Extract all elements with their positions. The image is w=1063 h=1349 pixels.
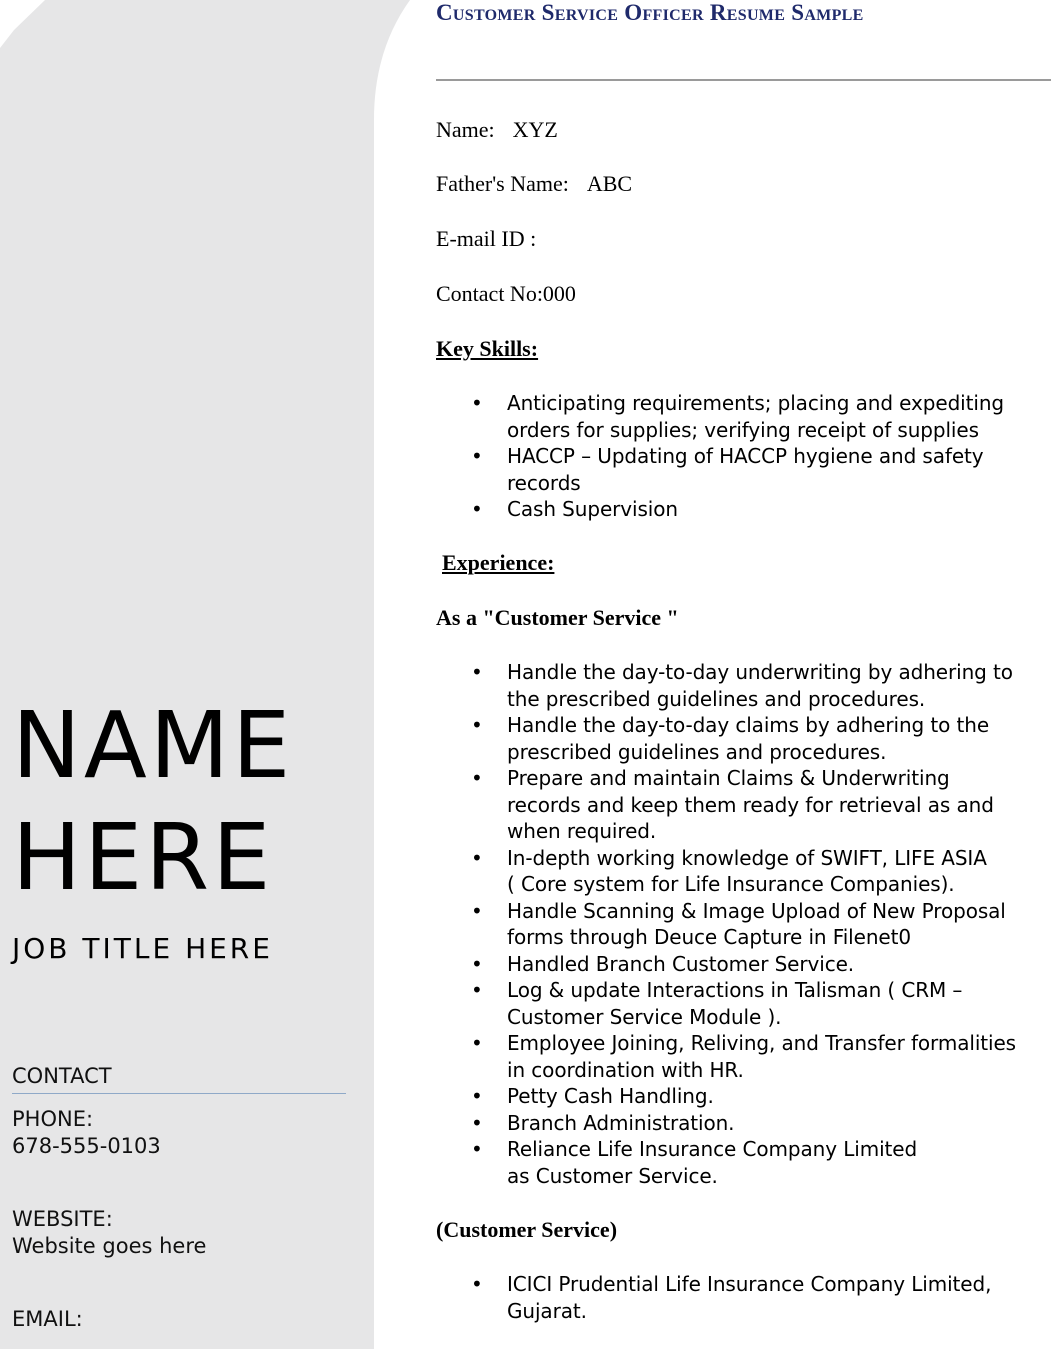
list-item-line: ( Core system for Life Insurance Companies). — [507, 872, 955, 896]
bullet-icon: • — [471, 497, 483, 521]
contact-number-field: Contact No:000 — [436, 281, 576, 306]
father-name-field — [436, 171, 632, 197]
bullet-icon: • — [471, 951, 483, 976]
list-item — [436, 977, 1056, 1030]
contact-divider — [12, 1093, 346, 1094]
phone-value: 678-555-0103 — [12, 1134, 161, 1158]
bullet-icon: • — [471, 660, 483, 684]
name-field — [436, 117, 558, 143]
bullet-icon: • — [471, 1137, 483, 1161]
second-role-heading: (Customer Service) — [436, 1217, 618, 1242]
list-item — [436, 898, 1056, 951]
page-title: Customer Service Officer Resume Sample — [436, 0, 864, 25]
list-item — [436, 1110, 1056, 1137]
list-item-line: as Customer Service. — [507, 1163, 718, 1188]
list-item — [436, 496, 1056, 523]
list-item-line: forms through Deuce Capture in Filenet0 — [507, 925, 911, 949]
list-item-line: Reliance Life Insurance Company Limited — [507, 1137, 918, 1161]
bullet-icon: • — [471, 845, 483, 870]
website-label: WEBSITE: — [12, 1207, 113, 1231]
list-item — [436, 845, 1056, 898]
second-experience-list — [436, 1271, 1056, 1324]
name-value: XYZ — [512, 117, 558, 142]
list-item — [436, 443, 1056, 496]
email-field: E-mail ID : — [436, 226, 537, 251]
list-item — [436, 951, 1056, 978]
list-item — [436, 659, 1056, 712]
list-item — [436, 1083, 1056, 1110]
list-item-line: orders for supplies; verifying receipt of supplies — [507, 417, 979, 442]
bullet-icon: • — [471, 1084, 483, 1108]
experience-list — [436, 659, 1056, 1189]
name-line-1: NAME — [12, 692, 294, 799]
bullet-icon: • — [471, 391, 483, 415]
list-item-line: Branch Administration. — [507, 1110, 735, 1135]
list-item — [436, 390, 1056, 443]
list-item-line: Handle the day-to-day claims by adhering to the — [507, 713, 990, 737]
name-line-2: HERE — [12, 804, 274, 911]
email-label: EMAIL: — [12, 1307, 83, 1331]
contact-heading: CONTACT — [12, 1064, 112, 1088]
list-item — [436, 765, 1056, 845]
list-item-line: Customer Service Module ). — [507, 1004, 782, 1029]
list-item — [436, 1136, 1056, 1189]
bullet-icon: • — [471, 978, 483, 1002]
list-item-line: Anticipating requirements; placing and expediting — [507, 391, 1004, 415]
sidebar — [0, 0, 375, 1349]
list-item — [436, 1271, 1056, 1324]
list-item-line: Employee Joining, Reliving, and Transfer formalities — [507, 1031, 1016, 1055]
father-name-value: ABC — [586, 171, 633, 196]
list-item-line: Petty Cash Handling. — [507, 1084, 714, 1108]
list-item-line: ICICI Prudential Life Insurance Company Limited, — [507, 1272, 992, 1296]
bullet-icon: • — [471, 1031, 483, 1055]
bullet-icon: • — [471, 1110, 483, 1135]
list-item-line: prescribed guidelines and procedures. — [507, 739, 887, 764]
website-value: Website goes here — [12, 1234, 207, 1258]
key-skills-heading: Key Skills: — [436, 336, 539, 361]
list-item-line: the prescribed guidelines and procedures. — [507, 686, 926, 711]
list-item-line: in coordination with HR. — [507, 1057, 744, 1082]
bullet-icon: • — [471, 898, 483, 923]
list-item-line: Log & update Interactions in Talisman ( CRM – — [507, 978, 963, 1002]
list-item-line: Cash Supervision — [507, 497, 678, 521]
resume-body — [436, 0, 1056, 1349]
list-item-line: Prepare and maintain Claims & Underwriting — [507, 766, 950, 790]
key-skills-list — [436, 390, 1056, 523]
title-divider — [436, 79, 1051, 81]
phone-label: PHONE: — [12, 1107, 94, 1131]
list-item-line: HACCP – Updating of HACCP hygiene and safety — [507, 444, 984, 468]
list-item-line: when required. — [507, 819, 657, 843]
list-item-line: Handle Scanning & Image Upload of New Proposal — [507, 898, 1006, 923]
bullet-icon: • — [471, 713, 483, 737]
candidate-name-display — [12, 690, 372, 914]
list-item-line: records and keep them ready for retrieval as and — [507, 792, 994, 817]
experience-heading: Experience: — [442, 550, 555, 575]
role-heading: As a "Customer Service " — [436, 605, 679, 630]
list-item-line: In-depth working knowledge of SWIFT, LIFE ASIA — [507, 845, 987, 870]
bullet-icon: • — [471, 1272, 483, 1296]
list-item-line: Gujarat. — [507, 1298, 587, 1323]
list-item — [436, 1030, 1056, 1083]
list-item-line: records — [507, 470, 581, 495]
list-item-line: Handled Branch Customer Service. — [507, 951, 855, 976]
father-name-label: Father's Name: — [436, 171, 569, 196]
list-item-line: Handle the day-to-day underwriting by adhering to — [507, 660, 1013, 684]
bullet-icon: • — [471, 444, 483, 468]
list-item — [436, 712, 1056, 765]
name-label: Name: — [436, 117, 495, 142]
job-title: JOB TITLE HERE — [12, 932, 273, 965]
bullet-icon: • — [471, 766, 483, 790]
